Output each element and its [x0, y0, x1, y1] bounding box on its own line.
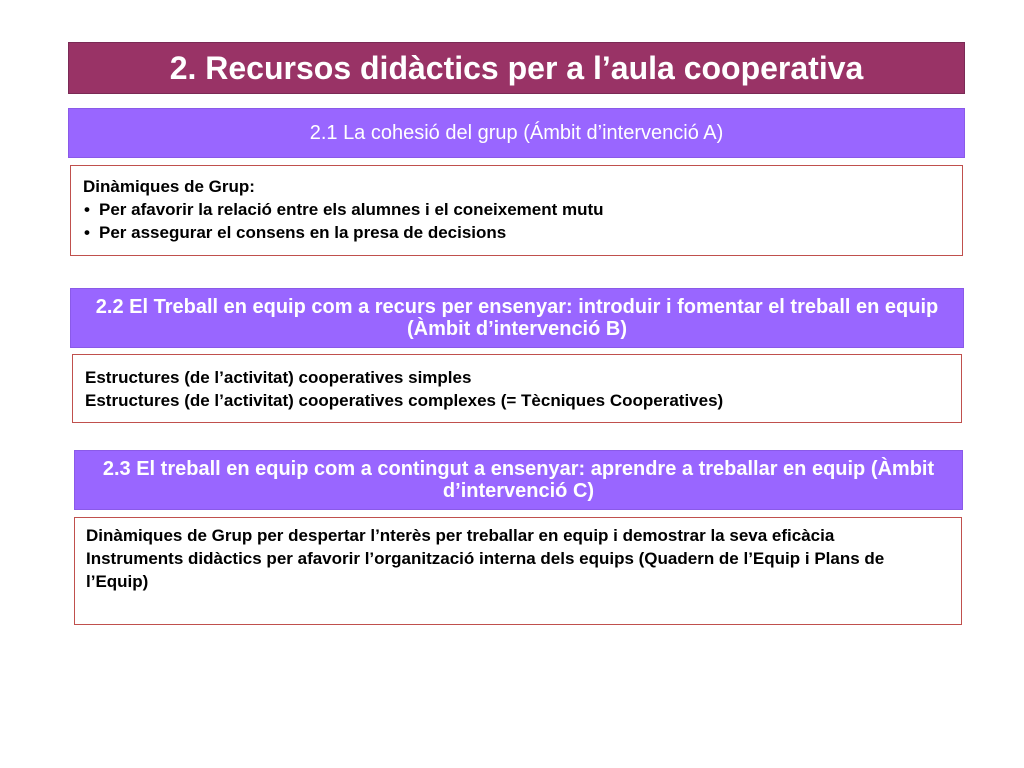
section-heading-teamwork-resource: 2.2 El Treball en equip com a recurs per ensenyar: introduir i fomentar el treball en equip (Àmbit d’intervenció B): [70, 288, 964, 348]
section-intro: Dinàmiques de Grup:: [83, 177, 255, 196]
bullet-item: • Per afavorir la relació entre els alumnes i el coneixement mutu: [83, 198, 962, 221]
section-heading-cohesion: 2.1 La cohesió del grup (Ámbit d’intervenció A): [68, 108, 965, 158]
content-line: Instruments didàctics per afavorir l’organització interna dels equips (Quadern de l’Equip i Plans de l’Equip): [86, 549, 885, 591]
section-box-teamwork-resource: [72, 354, 962, 423]
content-line: Estructures (de l’activitat) cooperatives simples: [85, 368, 472, 387]
section-box-teamwork-content: [74, 517, 962, 625]
section-box-cohesion: [70, 165, 963, 256]
bullet-list: [83, 198, 962, 244]
slide-title: 2. Recursos didàctics per a l’aula cooperativa: [68, 42, 965, 94]
bullet-item: • Per assegurar el consens en la presa de decisions: [83, 221, 962, 244]
content-line: Dinàmiques de Grup per despertar l’nterès per treballar en equip i demostrar la seva eficàcia: [86, 526, 835, 545]
content-line: Estructures (de l’activitat) cooperatives complexes (= Tècniques Cooperatives): [85, 391, 724, 410]
section-heading-teamwork-content: 2.3 El treball en equip com a contingut a ensenyar: aprendre a treballar en equip (Àmbit d’intervenció C): [74, 450, 963, 510]
